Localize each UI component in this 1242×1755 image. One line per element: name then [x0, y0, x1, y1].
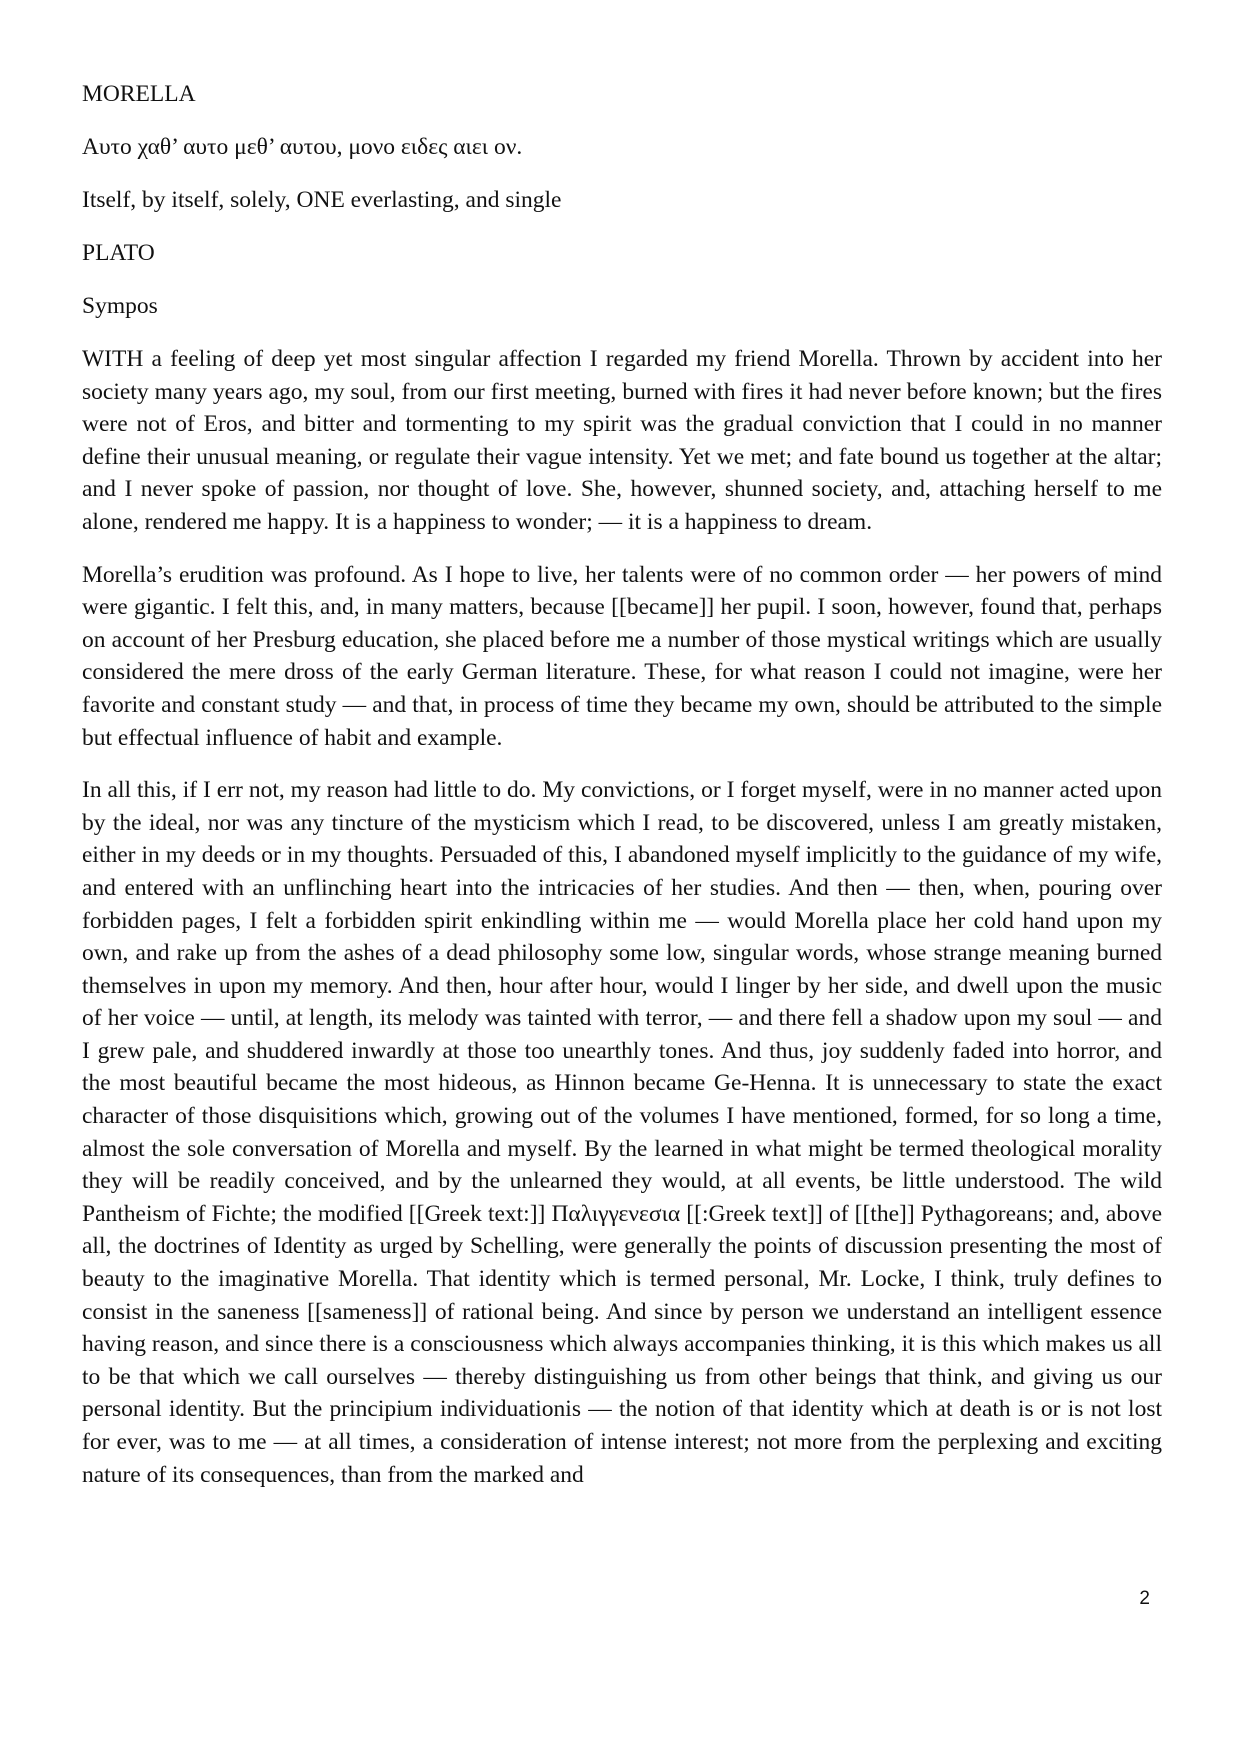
- paragraph: Morella’s erudition was profound. As I hope to live, her talents were of no common order — her powers of mind were gigantic. I felt this, and, in many matters, because [[became]] her pupil. I soon, however, found that, perhaps on account of her Presburg education, she placed before me a number of those mystical writings which are usually considered the mere dross of the early German literature. These, for what reason I could not imagine, were her favorite and constant study — and that, in process of time they became my own, should be attributed to the simple but effectual influence of habit and example.: [82, 561, 1162, 751]
- paragraph: WITH a feeling of deep yet most singular affection I regarded my friend Morella. Thrown by accident into her society many years ago, my soul, from our first meeting, burned with fires it had never before known; but the fires were not of Eros, and bitter and tormenting to my spirit was the gradual conviction that I could in no manner define their unusual meaning, or regulate their vague intensity. Yet we met; and fate bound us together at the altar; and I never spoke of passion, nor thought of love. She, however, shunned society, and, attaching herself to me alone, rendered me happy. It is a happiness to wonder; — it is a happiness to dream.: [82, 346, 1162, 535]
- epigraph-translation: Itself, by itself, solely, ONE everlasting, and single: [82, 187, 562, 213]
- paragraph: In all this, if I err not, my reason had little to do. My convictions, or I forget myself, were in no manner acted upon by the ideal, nor was any tincture of the mysticism which I read, to be discovered, unless I am greatly mistaken, either in my deeds or in my thoughts. Persuaded of this, I abandoned myself implicitly to the guidance of my wife, and entered with an unflinching heart into the intricacies of her studies. And then — then, when, pouring over forbidden pages, I felt a forbidden spirit enkindling within me — would Morella place her cold hand upon my own, and rake up from the ashes of a dead philosophy some low, singular words, whose strange meaning burned themselves in upon my memory. And then, hour after hour, would I linger by her side, and dwell upon the music of her voice — until, at length, its melody was tainted with terror, — and there fell a shadow upon my soul — and I grew pale, and shuddered inwardly at those too unearthly tones. And thus, joy suddenly faded into horror, and the most beautiful became the most hideous, as Hinnon became Ge-Henna. It is unnecessary to state the exact character of those disquisitions which, growing out of the volumes I have mentioned, formed, for so long a time, almost the sole conversation of Morella and myself. By the learned in what might be termed theological morality they will be readily conceived, and by the unlearned they would, at all events, be little understood. The wild Pantheism of Fichte; the modified [[Greek text:]] Παλιγγενεσια [[:Greek text]] of [[the]] Pythagoreans; and, above all, the doctrines of Identity as urged by Schelling, were generally the points of discussion presenting the most of beauty to the imaginative Morella. That identity which is termed personal, Mr. Locke, I think, truly defines to consist in the saneness [[sameness]] of rational being. And since by person we understand an intelligent essence having reason, and since there is a consciousness which always accompanies thinking, it is this which makes us all to be that which we call ourselves — thereby distinguishing us from other beings that think, and giving us our personal identity. But the principium individuationis — the notion of that identity which at death is or is not lost for ever, was to me — at all times, a consideration of intense interest; not more from the perplexing and exciting nature of its consequences, than from the marked and: [82, 777, 1162, 1488]
- epigraph-greek: Αυτο χαθ’ αυτο μεθ’ αυτου, μονο ειδες αιει ον.: [82, 134, 523, 160]
- epigraph-source: Sympos: [82, 293, 158, 319]
- epigraph-author: PLATO: [82, 240, 155, 266]
- page-number: 2: [1139, 1588, 1150, 1609]
- document-page: [82, 78, 1162, 1511]
- document-title: MORELLA: [82, 81, 196, 107]
